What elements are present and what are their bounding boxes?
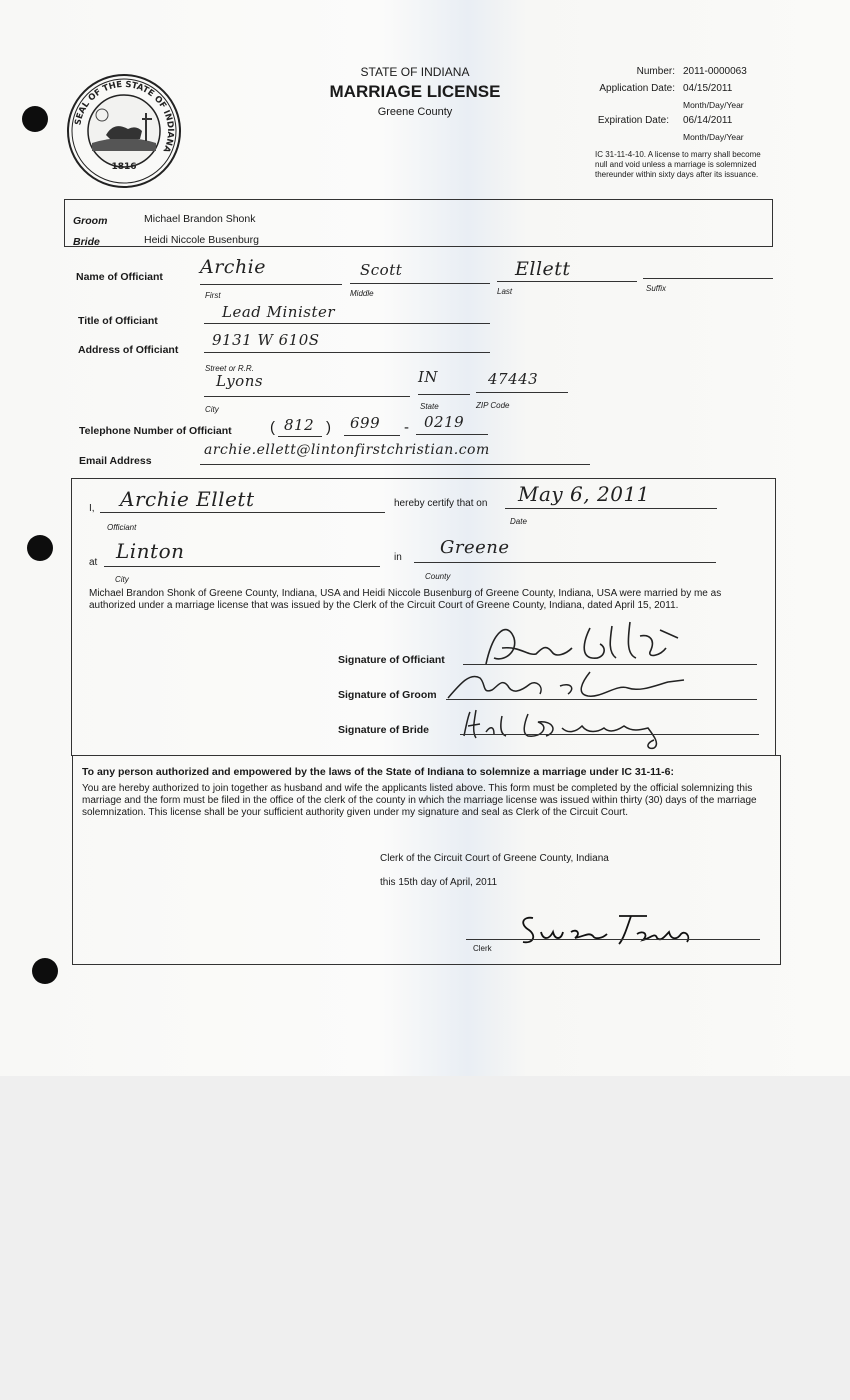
middle-caption: Middle bbox=[350, 289, 374, 298]
county-heading: Greene County bbox=[377, 106, 453, 118]
officiant-state: IN bbox=[418, 368, 439, 386]
officiant-email-label: Email Address bbox=[79, 455, 152, 467]
seal-text: SEAL OF THE STATE OF INDIANA bbox=[73, 79, 176, 154]
groom-name: Michael Brandon Shonk bbox=[144, 213, 256, 225]
certify-officiant-line bbox=[100, 512, 385, 513]
clerk-caption: Clerk bbox=[473, 944, 492, 953]
authorization-body: You are hereby authorized to join together as husband and wife the applicants listed above. This form must be completed by the official solemnizing this marriage and the form must be filed in the office of the clerk of the county in which the marriage license was issued within thirty (30) days of the marriage solemnization. This license shall be your sufficient authority given under my signature and seal as Clerk of the Circuit Court. bbox=[82, 783, 757, 818]
marriage-city-line bbox=[104, 566, 380, 567]
application-date-format: Month/Day/Year bbox=[683, 100, 744, 110]
issue-date: this 15th day of April, 2011 bbox=[380, 877, 498, 888]
marriage-county-line bbox=[414, 562, 716, 563]
marriage-date: May 6, 2011 bbox=[518, 482, 650, 506]
bride-name: Heidi Niccole Busenburg bbox=[144, 234, 259, 246]
groom-label: Groom bbox=[73, 215, 108, 227]
phone-line-line bbox=[416, 434, 488, 435]
bride-signature-line bbox=[460, 734, 759, 735]
seal-year: 1816 bbox=[111, 162, 137, 172]
phone-prefix-line bbox=[344, 435, 400, 436]
suffix-caption: Suffix bbox=[646, 284, 667, 293]
application-date-label: Application Date: bbox=[599, 83, 675, 94]
license-number: 2011-0000063 bbox=[683, 66, 747, 77]
officiant-last-name: Ellett bbox=[515, 258, 571, 280]
state-caption: State bbox=[420, 402, 439, 411]
marriage-county: Greene bbox=[440, 537, 510, 558]
state-line bbox=[418, 394, 470, 395]
street-caption: Street or R.R. bbox=[205, 364, 254, 373]
expiration-date-label: Expiration Date: bbox=[597, 115, 669, 126]
last-caption: Last bbox=[497, 287, 513, 296]
number-label: Number: bbox=[636, 66, 675, 77]
bride-signature-label: Signature of Bride bbox=[338, 724, 430, 736]
punch-hole-middle bbox=[27, 535, 53, 561]
authorization-heading: To any person authorized and empowered by the laws of the State of Indiana to solemnize a marriage under IC 31-11-6: bbox=[82, 766, 675, 778]
certify-officiant-name: Archie Ellett bbox=[120, 487, 255, 511]
groom-signature-label: Signature of Groom bbox=[338, 689, 437, 701]
middle-name-line bbox=[350, 283, 490, 284]
indiana-seal bbox=[66, 73, 182, 189]
phone-prefix: 699 bbox=[350, 414, 381, 432]
zip-line bbox=[476, 392, 568, 393]
suffix-line bbox=[643, 278, 773, 279]
officiant-title: Lead Minister bbox=[222, 303, 336, 321]
document-title: MARRIAGE LICENSE bbox=[329, 82, 501, 101]
application-date: 04/15/2011 bbox=[683, 83, 733, 94]
phone-open-paren: ( bbox=[270, 419, 275, 436]
phone-line-number: 0219 bbox=[424, 413, 465, 431]
officiant-first-name: Archie bbox=[200, 256, 267, 278]
bride-label: Bride bbox=[73, 236, 100, 248]
officiant-phone-label: Telephone Number of Officiant bbox=[79, 425, 232, 437]
officiant-middle-name: Scott bbox=[360, 261, 403, 279]
certify-i-label: I, bbox=[89, 503, 95, 514]
statute-note: IC 31-11-4-10. A license to marry shall become null and void unless a marriage is solemnized thereunder within sixty days after its issuance. bbox=[595, 150, 761, 179]
expiration-date: 06/14/2011 bbox=[683, 115, 733, 126]
clerk-of-court: Clerk of the Circuit Court of Greene County, Indiana bbox=[380, 853, 609, 864]
certify-in-label: in bbox=[394, 552, 402, 563]
punch-hole-top bbox=[22, 106, 48, 132]
marriage-date-line bbox=[505, 508, 717, 509]
state-heading: STATE OF INDIANA bbox=[360, 65, 470, 79]
officiant-zip: 47443 bbox=[488, 370, 539, 388]
clerk-signature-line bbox=[466, 939, 760, 940]
officiant-title-label: Title of Officiant bbox=[78, 315, 158, 327]
expiration-date-format: Month/Day/Year bbox=[683, 132, 744, 142]
phone-area-code: 812 bbox=[284, 416, 315, 434]
email-line bbox=[200, 464, 590, 465]
marriage-statement: Michael Brandon Shonk of Greene County, Indiana, USA and Heidi Niccole Busenburg of Greene County, Indiana, USA were married by me as authorized under a marriage license that was issued by the Clerk of the Circuit Court of Greene County, Indiana, dated April 15, 2011. bbox=[89, 588, 722, 611]
first-name-line bbox=[200, 284, 342, 285]
title-line bbox=[204, 323, 490, 324]
officiant-email: archie.ellett@lintonfirstchristian.com bbox=[204, 442, 490, 458]
phone-close-paren: ) bbox=[326, 419, 331, 436]
officiant-name-label: Name of Officiant bbox=[76, 271, 163, 283]
certify-at-label: at bbox=[89, 557, 98, 568]
marriage-county-caption: County bbox=[425, 572, 451, 581]
groom-signature-line bbox=[446, 699, 757, 700]
marriage-city-caption: City bbox=[115, 575, 129, 584]
city-caption: City bbox=[205, 405, 219, 414]
officiant-signature bbox=[480, 618, 690, 670]
marriage-city: Linton bbox=[116, 539, 185, 563]
city-line bbox=[204, 396, 410, 397]
last-name-line bbox=[497, 281, 637, 282]
officiant-signature-label: Signature of Officiant bbox=[338, 654, 445, 666]
punch-hole-bottom bbox=[32, 958, 58, 984]
groom-signature bbox=[440, 664, 690, 704]
phone-separator: - bbox=[404, 419, 409, 436]
certify-officiant-caption: Officiant bbox=[107, 523, 137, 532]
street-line bbox=[204, 352, 490, 353]
first-caption: First bbox=[205, 291, 221, 300]
zip-caption: ZIP Code bbox=[476, 401, 510, 410]
clerk-signature bbox=[515, 910, 695, 950]
bride-signature bbox=[458, 706, 678, 752]
officiant-address-label: Address of Officiant bbox=[78, 344, 179, 356]
officiant-city: Lyons bbox=[216, 372, 264, 390]
marriage-date-caption: Date bbox=[510, 517, 527, 526]
certify-text: hereby certify that on bbox=[394, 498, 488, 509]
phone-area-line bbox=[278, 436, 322, 437]
officiant-street: 9131 W 610S bbox=[212, 331, 320, 349]
